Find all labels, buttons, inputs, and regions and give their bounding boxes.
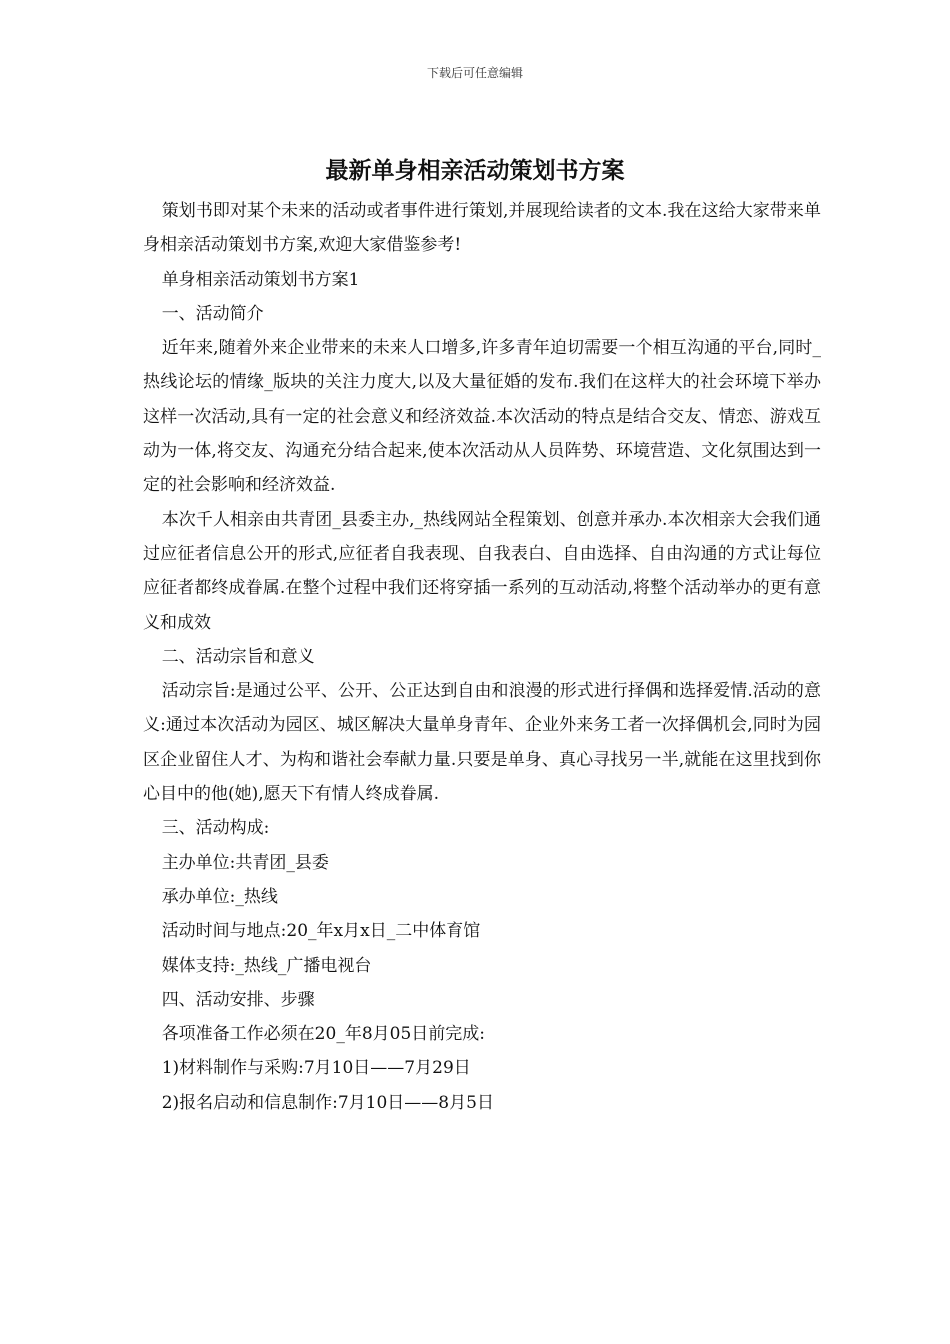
line-deadline: 各项准备工作必须在20_年8月05日前完成: [161,1024,485,1045]
heading-purpose: 二、活动宗旨和意义 [161,646,315,667]
document-body [143,194,821,1120]
section-plan-title: 单身相亲活动策划书方案1 [161,269,360,290]
line-time-place: 活动时间与地点:20_年x月x日_二中体育馆 [161,921,481,942]
line-step-2: 2)报名启动和信息制作:7月10日——8月5日 [161,1092,494,1113]
paragraph-background: 近年来,随着外来企业带来的未来人口增多,许多青年迫切需要一个相互沟通的平台,同时_热线论坛的情缘_版块的关注力度大,以及大量征婚的发布.我们在这样大的社会环境下举办这样一次活动,具有一定的社会意义和经济效益.本次活动的特点是结合交友、情恋、游戏互动为一体,将交友、沟通充分结合起来,使本次活动从人员阵势、环境营造、文化氛围达到一定的社会影响和经济效益. [143,338,821,496]
document-title: 最新单身相亲活动策划书方案 [325,157,625,184]
line-step-1: 1)材料制作与采购:7月10日——7月29日 [161,1058,471,1079]
heading-activity-intro: 一、活动简介 [161,303,264,324]
page-header-note: 下载后可任意编辑 [426,66,523,80]
paragraph-purpose: 活动宗旨:是通过公平、公开、公正达到自由和浪漫的形式进行择偶和选择爱情.活动的意义:通过本次活动为园区、城区解决大量单身青年、企业外来务工者一次择偶机会,同时为园区企业留住人才、为构和谐社会奉献力量.只要是单身、真心寻找另一半,就能在这里找到你心目中的他(她),愿天下有情人终成眷属. [143,681,821,805]
line-organizer: 承办单位:_热线 [161,886,278,907]
line-media: 媒体支持:_热线_广播电视台 [161,955,372,976]
paragraph-organizers: 本次千人相亲由共青团_县委主办,_热线网站全程策划、创意并承办.本次相亲大会我们通过应征者信息公开的形式,应征者自我表现、自我表白、自由选择、自由沟通的方式让每位应征者都终成眷属.在整个过程中我们还将穿插一系列的互动活动,将整个活动举办的更有意义和成效 [143,509,821,633]
intro-paragraph: 策划书即对某个未来的活动或者事件进行策划,并展现给读者的文本.我在这给大家带来单身相亲活动策划书方案,欢迎大家借鉴参考! [143,201,821,256]
heading-composition: 三、活动构成: [161,818,270,839]
heading-schedule: 四、活动安排、步骤 [161,989,315,1010]
line-host: 主办单位:共青团_县委 [161,852,329,873]
